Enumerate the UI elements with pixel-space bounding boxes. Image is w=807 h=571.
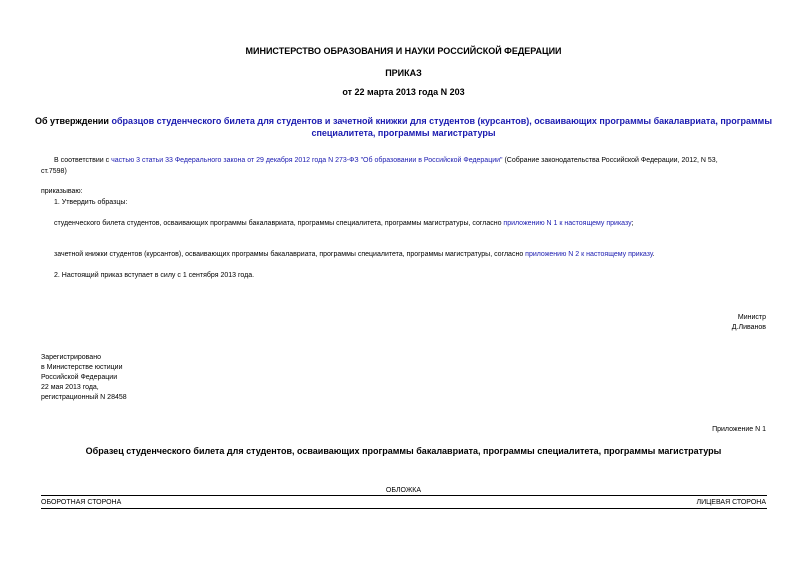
appendix-2-link[interactable]: приложению N 2 к настоящему приказу [525,251,653,258]
subitem-student-card [54,219,634,229]
item-1: 1. Утвердить образцы: [54,199,128,206]
cover-divider-bottom [41,508,767,509]
registration-line-5: регистрационный N 28458 [41,394,127,401]
preamble-suffix: (Собрание законодательства Российской Федерации, 2012, N 53, [502,157,718,164]
preamble-line1 [54,156,718,166]
registration-line-3: Российской Федерации [41,374,118,381]
doc-type-heading: ПРИКАЗ [385,68,422,78]
subitem-record-book-end: . [652,251,655,258]
preamble-prefix: В соответствии с [54,157,112,164]
preamble-line2: ст.7598) [41,168,67,175]
subitem-record-book-text: зачетной книжки студентов (курсантов), осваивающих программы бакалавриата, программы специалитета, программы магистратуры, согласно [54,251,526,258]
registration-line-4: 22 мая 2013 года, [41,384,99,391]
ministry-heading: МИНИСТЕРСТВО ОБРАЗОВАНИЯ И НАУКИ РОССИЙСКОЙ ФЕДЕРАЦИИ [245,46,562,56]
registration-line-1: Зарегистрировано [41,354,101,361]
appendix-label: Приложение N 1 [712,426,766,433]
appendix-title: Образец студенческого билета для студентов, осваивающих программы бакалавриата, программы специалитета, программы магистратуры [85,446,722,456]
order-title-line2 [0,127,807,139]
subitem-record-book [54,250,655,260]
appendix-1-link[interactable]: приложению N 1 к настоящему приказу [503,220,632,227]
item-2: 2. Настоящий приказ вступает в силу с 1 сентября 2013 года. [54,272,255,279]
order-title-link[interactable]: образцов студенческого билета для студентов и зачетной книжки для студентов (курсантов), осваивающих программы бакалавриата, программы [111,116,773,126]
signature-name: Д.Ливанов [731,324,766,331]
order-title-prefix: Об утверждении [34,116,112,126]
order-title-link-cont[interactable]: специалитета, программы магистратуры [311,128,496,138]
signature-position: Министр [737,314,766,321]
date-number-heading: от 22 марта 2013 года N 203 [342,87,465,97]
cover-label: ОБЛОЖКА [385,487,422,494]
order-title-line1 [0,115,807,127]
law-link[interactable]: частью 3 статьи 33 Федерального закона от 29 декабря 2012 года N 273-ФЗ "Об образовании в Российской Федерации" [111,157,503,164]
subitem-student-card-text: студенческого билета студентов, осваивающих программы бакалавриата, программы специалитета, программы магистратуры, согласно [54,220,504,227]
back-side-label: ОБОРОТНАЯ СТОРОНА [41,499,122,506]
registration-line-2: в Министерстве юстиции [41,364,123,371]
subitem-student-card-end: ; [631,220,634,227]
cover-divider-top [41,495,767,496]
front-side-label: ЛИЦЕВАЯ СТОРОНА [696,499,766,506]
order-word: приказываю: [41,188,83,195]
